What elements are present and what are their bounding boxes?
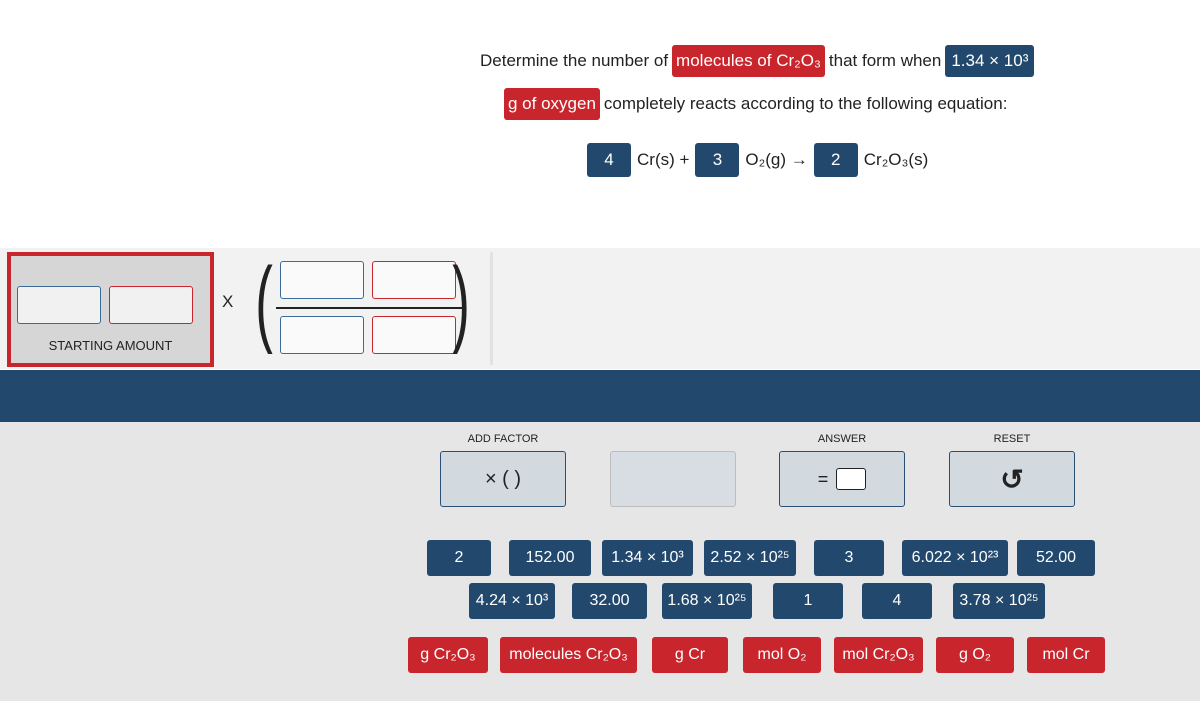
number-tile[interactable]: 32.00 xyxy=(572,583,647,619)
denominator-value-slot[interactable] xyxy=(280,316,364,354)
question-line-2 xyxy=(504,88,1011,120)
number-tile[interactable]: 2.52 × 10²⁵ xyxy=(704,540,796,576)
given-unit-tag: g of oxygen xyxy=(504,88,600,120)
add-factor-button[interactable] xyxy=(440,451,566,507)
coefficient-cr: 4 xyxy=(587,143,631,177)
species-o2: O₂(g) → xyxy=(745,150,808,169)
number-tile[interactable]: 4.24 × 10³ xyxy=(469,583,555,619)
unit-tile[interactable]: mol Cr₂O₃ xyxy=(834,637,923,673)
numerator-value-slot[interactable] xyxy=(280,261,364,299)
question-text: that form when xyxy=(828,51,942,70)
number-tile[interactable]: 1 xyxy=(773,583,843,619)
reset-label: RESET xyxy=(993,433,1031,445)
question-line-1 xyxy=(476,45,1034,77)
number-tile[interactable]: 152.00 xyxy=(509,540,591,576)
question-text: completely reacts according to the following equation: xyxy=(603,94,1008,113)
add-factor-label: ADD FACTOR xyxy=(467,433,539,445)
starting-amount-box[interactable] xyxy=(7,252,214,367)
fraction-bar xyxy=(276,307,462,309)
number-tile[interactable]: 3.78 × 10²⁵ xyxy=(953,583,1045,619)
calculation-workspace xyxy=(0,248,1200,369)
number-tile[interactable]: 2 xyxy=(427,540,491,576)
workspace-divider xyxy=(490,252,493,365)
chemical-equation xyxy=(587,143,934,177)
toolbar-band xyxy=(0,370,1200,422)
unit-tile[interactable]: molecules Cr₂O₃ xyxy=(500,637,637,673)
multiply-sign: X xyxy=(222,292,234,311)
empty-slot-button[interactable] xyxy=(610,451,736,507)
coefficient-o2: 3 xyxy=(695,143,739,177)
number-tile[interactable]: 6.022 × 10²³ xyxy=(902,540,1008,576)
unit-tile[interactable]: g O₂ xyxy=(936,637,1014,673)
equals-icon: = xyxy=(817,468,829,489)
answer-label: ANSWER xyxy=(817,433,867,445)
question-text: Determine the number of xyxy=(480,51,669,70)
starting-value-slot[interactable] xyxy=(17,286,101,324)
reset-button[interactable] xyxy=(949,451,1075,507)
number-tile[interactable]: 1.68 × 10²⁵ xyxy=(662,583,752,619)
left-paren: ( xyxy=(255,248,273,355)
right-paren: ) xyxy=(452,248,470,355)
starting-unit-slot[interactable] xyxy=(109,286,193,324)
starting-amount-label: STARTING AMOUNT xyxy=(48,338,173,353)
target-unit-tag: molecules of Cr₂O₃ xyxy=(672,45,825,77)
species-cr2o3: Cr₂O₃(s) xyxy=(863,150,929,169)
unit-tile[interactable]: mol O₂ xyxy=(743,637,821,673)
number-tile[interactable]: 52.00 xyxy=(1017,540,1095,576)
number-tile[interactable]: 1.34 × 10³ xyxy=(602,540,693,576)
coefficient-cr2o3: 2 xyxy=(814,143,858,177)
add-factor-icon: × ( ) xyxy=(484,467,522,490)
numerator-unit-slot[interactable] xyxy=(372,261,456,299)
given-value-tag: 1.34 × 10³ xyxy=(945,45,1034,77)
reset-icon: ↺ xyxy=(1000,463,1024,495)
species-cr: Cr(s) + xyxy=(637,150,690,169)
answer-button[interactable] xyxy=(779,451,905,507)
unit-tile[interactable]: g Cr xyxy=(652,637,728,673)
unit-tile[interactable]: mol Cr xyxy=(1027,637,1105,673)
answer-box-icon xyxy=(836,468,866,490)
unit-tile[interactable]: g Cr₂O₃ xyxy=(408,637,488,673)
number-tile[interactable]: 3 xyxy=(814,540,884,576)
number-tile[interactable]: 4 xyxy=(862,583,932,619)
denominator-unit-slot[interactable] xyxy=(372,316,456,354)
